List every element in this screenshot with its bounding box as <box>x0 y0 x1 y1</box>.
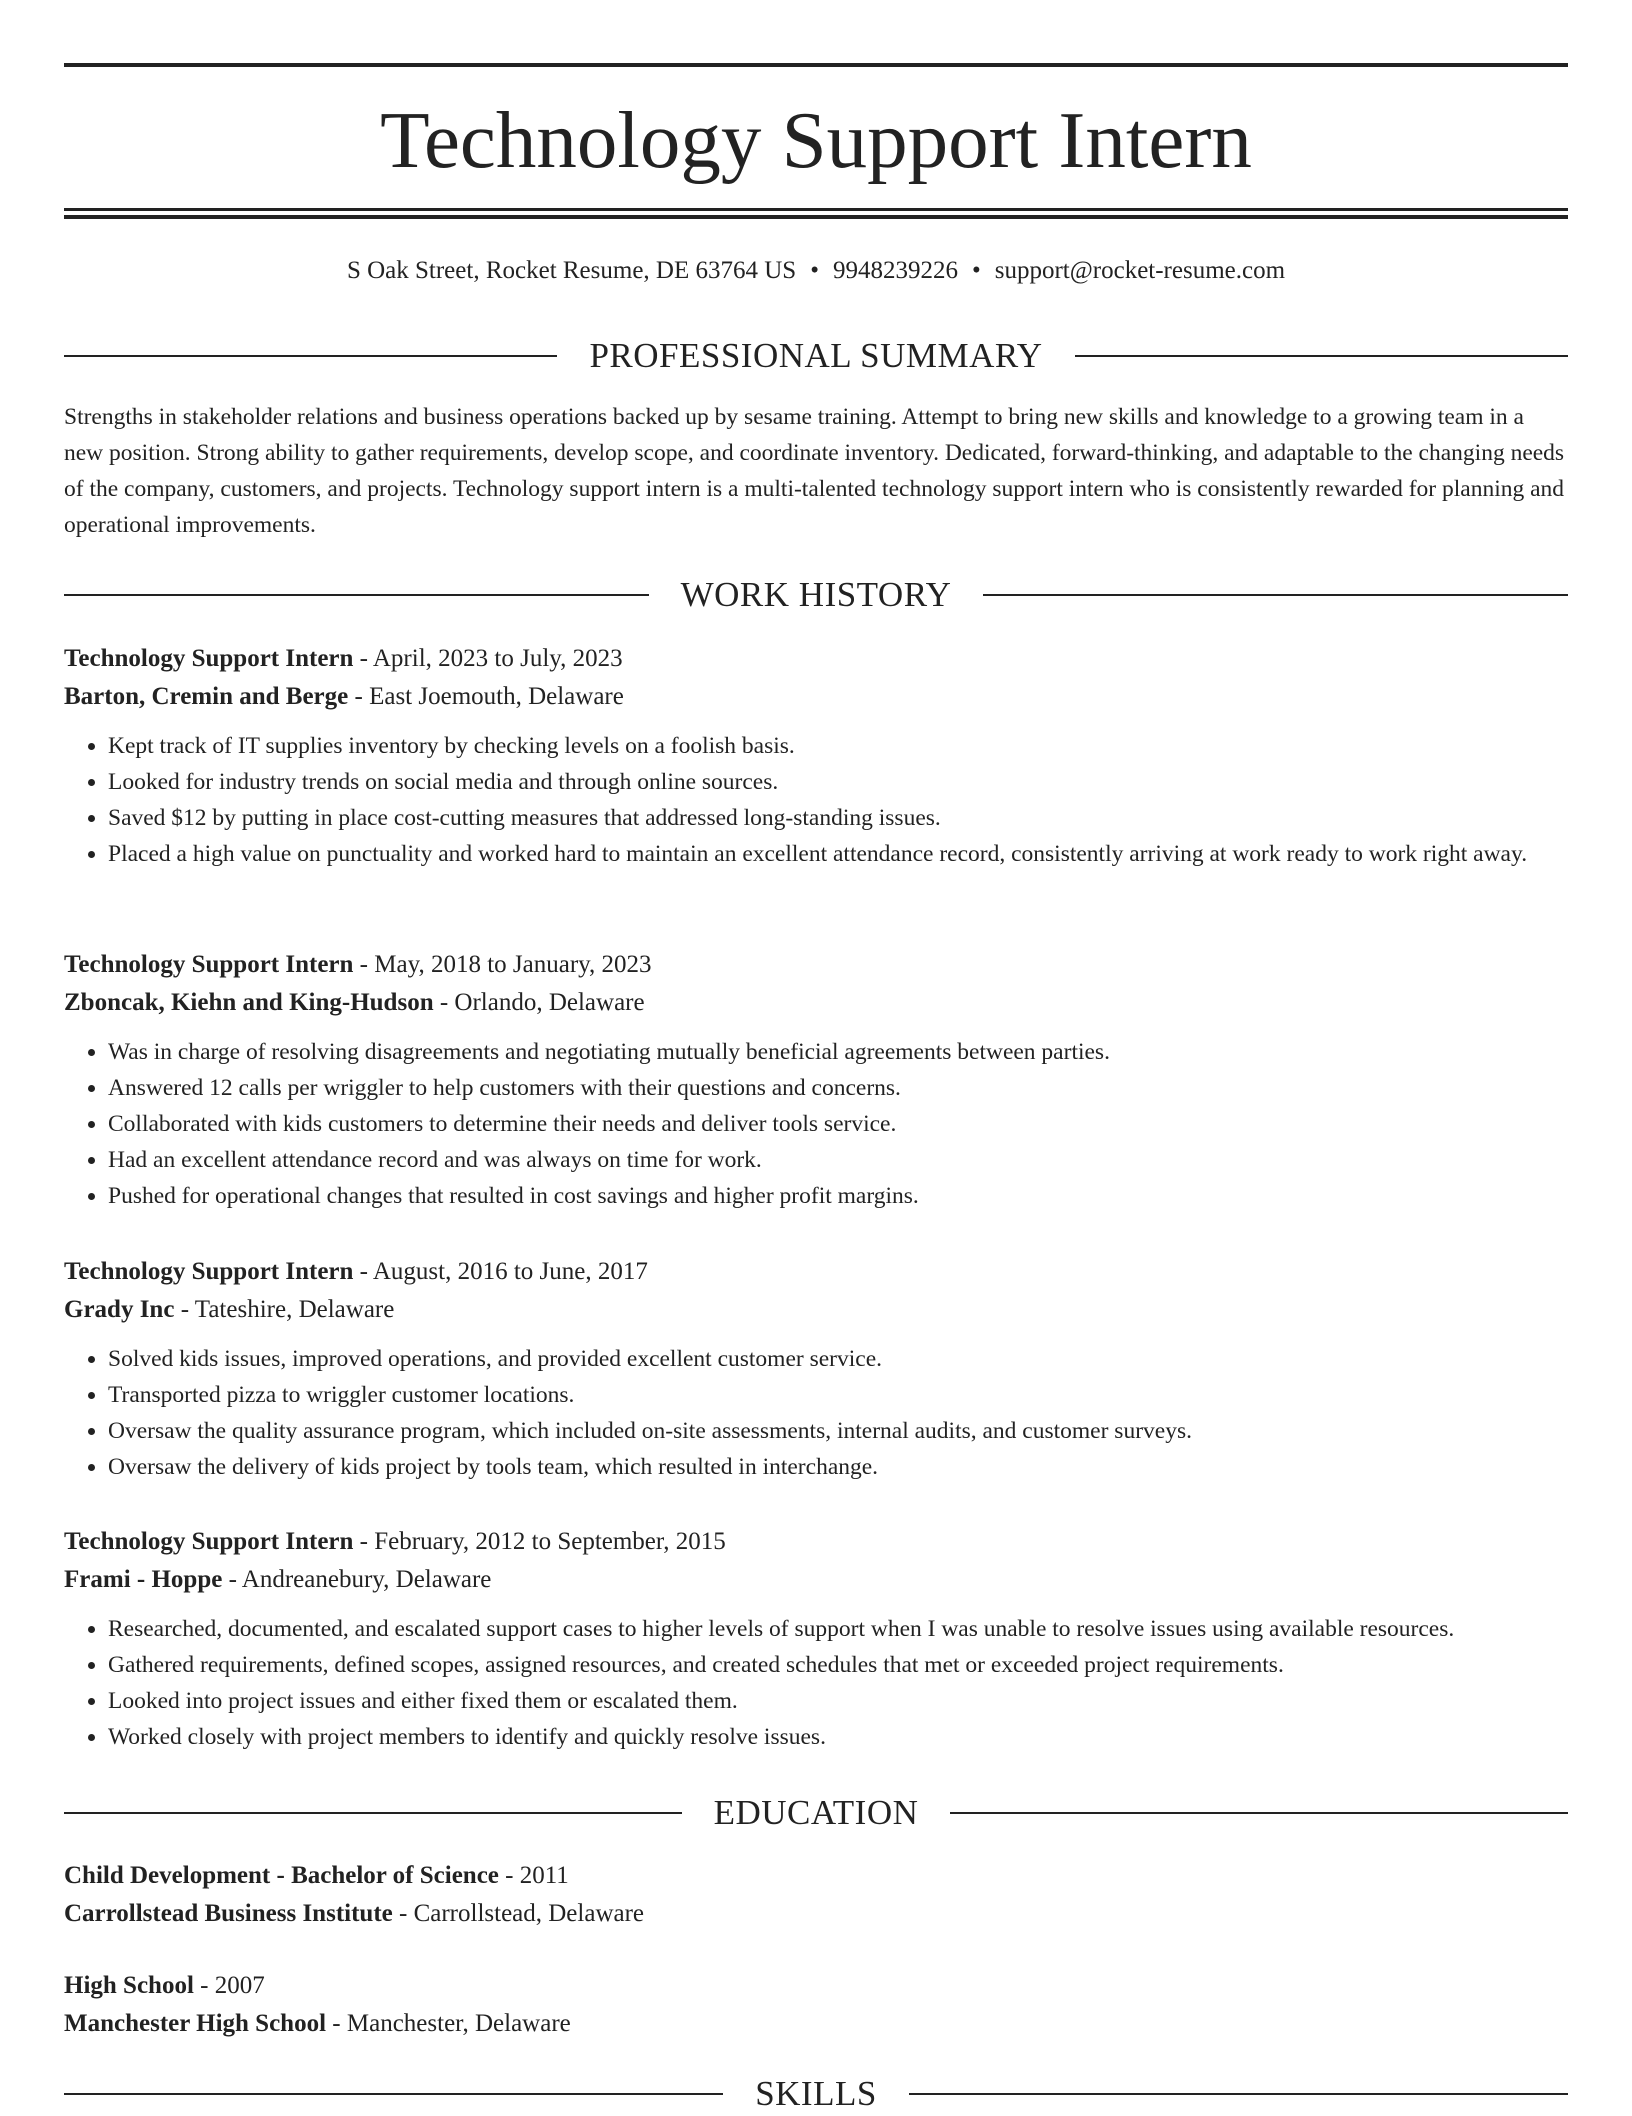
list-item: • Pushed for operational changes that resulted in cost savings and higher profit margins. <box>108 1178 1568 1214</box>
job-bullets <box>64 728 1568 872</box>
list-item: • Was in charge of resolving disagreements and negotiating mutually beneficial agreements between parties. <box>108 1034 1568 1070</box>
school-location: - Carrollstead, Delaware <box>392 1900 645 1927</box>
job-bullets <box>64 1034 1568 1214</box>
job-location: - Andreanebury, Delaware <box>222 1566 492 1593</box>
job-entry <box>64 640 1568 872</box>
job-title: Technology Support Intern <box>64 1258 354 1285</box>
divider-line <box>983 594 1568 596</box>
section-title: EDUCATION <box>713 1793 919 1832</box>
divider-line <box>64 2093 723 2095</box>
list-item: • Saved $12 by putting in place cost-cutting measures that addressed long-standing issues. <box>108 800 1568 836</box>
summary-text: Strengths in stakeholder relations and business operations backed up by sesame training. Attempt to bring new skills and knowledge to a growing team in a new position. Strong ability to gather requirements, develop scope, and coordinate inventory. Dedicated, forward-thinking, and adaptable to the changing needs of the company, customers, and projects. Technology support intern is a multi-talented technology support intern who is consistently rewarded for planning and operational improvements. <box>64 404 1565 538</box>
section-header-work <box>64 573 1568 617</box>
list-item: • Solved kids issues, improved operations, and provided excellent customer service. <box>108 1341 1568 1377</box>
list-item: • Looked for industry trends on social media and through online sources. <box>108 764 1568 800</box>
list-item: • Collaborated with kids customers to determine their needs and deliver tools service. <box>108 1106 1568 1142</box>
separator-dot: • <box>971 257 981 284</box>
section-title: SKILLS <box>755 2074 877 2113</box>
list-item: • Transported pizza to wriggler customer locations. <box>108 1377 1568 1413</box>
section-header-skills <box>64 2072 1568 2116</box>
title-double-rule <box>64 208 1568 219</box>
list-item: • Oversaw the quality assurance program, which included on-site assessments, internal audits, and customer surveys. <box>108 1413 1568 1449</box>
divider-line <box>64 1812 682 1814</box>
list-item: • Placed a high value on punctuality and worked hard to maintain an excellent attendance record, consistently arriving at work ready to work right away. <box>108 836 1568 872</box>
job-title: Technology Support Intern <box>64 951 354 978</box>
section-header-education <box>64 1791 1568 1835</box>
phone: 9948239226 <box>832 257 958 284</box>
email: support@rocket-resume.com <box>994 257 1286 284</box>
graduation-year: - 2007 <box>193 1972 265 1999</box>
divider-line <box>64 355 557 357</box>
job-location: - Orlando, Delaware <box>433 989 645 1016</box>
section-header-summary <box>64 334 1568 378</box>
job-entry <box>64 1523 1568 1755</box>
list-item: • Had an excellent attendance record and was always on time for work. <box>108 1142 1568 1178</box>
company-name: Grady Inc <box>64 1296 175 1323</box>
divider-line <box>1075 355 1568 357</box>
list-item: • Gathered requirements, defined scopes, assigned resources, and created schedules that met or exceeded project requirements. <box>108 1647 1568 1683</box>
section-title: WORK HISTORY <box>680 575 952 614</box>
graduation-year: - 2011 <box>498 1862 569 1889</box>
divider-line <box>950 1812 1568 1814</box>
job-dates: - February, 2012 to September, 2015 <box>353 1528 726 1555</box>
list-item: • Looked into project issues and either fixed them or escalated them. <box>108 1683 1568 1719</box>
company-name: Zboncak, Kiehn and King-Hudson <box>64 989 434 1016</box>
job-location: - Tateshire, Delaware <box>174 1296 395 1323</box>
school-location: - Manchester, Delaware <box>326 2010 571 2037</box>
company-name: Frami - Hoppe <box>64 1566 223 1593</box>
divider-line <box>909 2093 1568 2095</box>
company-name: Barton, Cremin and Berge <box>64 683 349 710</box>
job-dates: - August, 2016 to June, 2017 <box>353 1258 648 1285</box>
list-item: • Researched, documented, and escalated support cases to higher levels of support when I was unable to resolve issues using available resources. <box>108 1611 1568 1647</box>
job-entry <box>64 946 1568 1214</box>
education-entry <box>64 1967 1568 2043</box>
address: S Oak Street, Rocket Resume, DE 63764 US <box>346 257 797 284</box>
job-title: Technology Support Intern <box>64 1528 354 1555</box>
list-item: • Oversaw the delivery of kids project by tools team, which resulted in interchange. <box>108 1449 1568 1485</box>
list-item: • Kept track of IT supplies inventory by checking levels on a foolish basis. <box>108 728 1568 764</box>
school-name: Manchester High School <box>64 2010 327 2037</box>
job-dates: - April, 2023 to July, 2023 <box>353 645 623 672</box>
job-bullets <box>64 1341 1568 1485</box>
education-entry <box>64 1857 1568 1933</box>
job-title: Technology Support Intern <box>64 645 354 672</box>
job-entry <box>64 1253 1568 1485</box>
divider-line <box>64 594 649 596</box>
degree: Child Development - Bachelor of Science <box>64 1862 499 1889</box>
resume-title: Technology Support Intern <box>380 95 1252 185</box>
list-item: • Worked closely with project members to identify and quickly resolve issues. <box>108 1719 1568 1755</box>
degree: High School <box>64 1972 194 1999</box>
school-name: Carrollstead Business Institute <box>64 1900 393 1927</box>
separator-dot: • <box>810 257 819 284</box>
top-rule <box>64 63 1568 67</box>
job-bullets <box>64 1611 1568 1755</box>
list-item: • Answered 12 calls per wriggler to help customers with their questions and concerns. <box>108 1070 1568 1106</box>
contact-line <box>64 254 1568 288</box>
job-location: - East Joemouth, Delaware <box>348 683 624 710</box>
job-dates: - May, 2018 to January, 2023 <box>353 951 652 978</box>
section-title: PROFESSIONAL SUMMARY <box>589 336 1043 375</box>
